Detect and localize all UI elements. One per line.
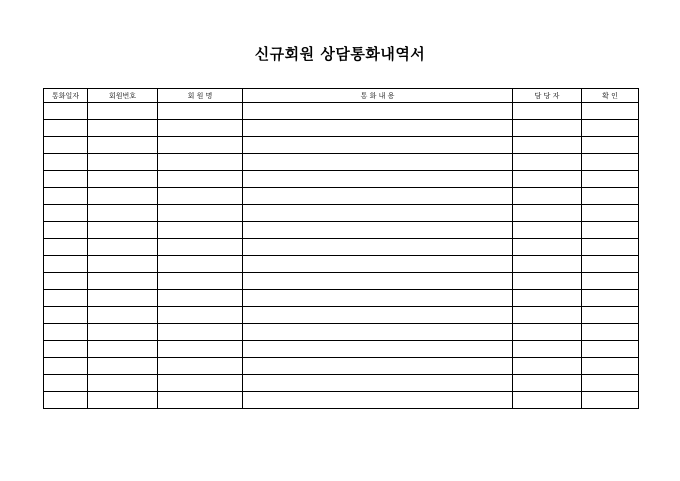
table-header-row (44, 89, 639, 103)
call-content-cell[interactable] (243, 307, 513, 324)
confirm-cell[interactable] (582, 341, 639, 358)
member-number-cell[interactable] (88, 341, 158, 358)
call-date-cell[interactable] (44, 392, 88, 409)
member-name-cell[interactable] (158, 256, 243, 273)
member-number-cell[interactable] (88, 256, 158, 273)
table-row (44, 392, 639, 409)
call-date-cell[interactable] (44, 120, 88, 137)
member-number-cell[interactable] (88, 154, 158, 171)
call-date-cell[interactable] (44, 137, 88, 154)
call-date-cell[interactable] (44, 154, 88, 171)
staff-cell[interactable] (513, 222, 582, 239)
table-row (44, 188, 639, 205)
call-date-cell[interactable] (44, 307, 88, 324)
table-row (44, 307, 639, 324)
table-row (44, 137, 639, 154)
member-name-cell[interactable] (158, 120, 243, 137)
staff-cell[interactable] (513, 358, 582, 375)
member-number-cell[interactable] (88, 171, 158, 188)
confirm-cell[interactable] (582, 324, 639, 341)
header-call-date: 통화일자 (44, 89, 88, 103)
confirm-cell[interactable] (582, 256, 639, 273)
confirm-cell[interactable] (582, 120, 639, 137)
call-content-cell[interactable] (243, 290, 513, 307)
call-date-cell[interactable] (44, 290, 88, 307)
header-member-name: 회 원 명 (158, 89, 243, 103)
confirm-cell[interactable] (582, 103, 639, 120)
call-content-cell[interactable] (243, 256, 513, 273)
call-content-cell[interactable] (243, 171, 513, 188)
call-content-cell[interactable] (243, 137, 513, 154)
confirm-cell[interactable] (582, 358, 639, 375)
call-date-cell[interactable] (44, 256, 88, 273)
staff-cell[interactable] (513, 392, 582, 409)
call-date-cell[interactable] (44, 324, 88, 341)
call-date-cell[interactable] (44, 273, 88, 290)
staff-cell[interactable] (513, 120, 582, 137)
member-number-cell[interactable] (88, 120, 158, 137)
call-content-cell[interactable] (243, 222, 513, 239)
member-number-cell[interactable] (88, 290, 158, 307)
member-number-cell[interactable] (88, 137, 158, 154)
call-content-cell[interactable] (243, 120, 513, 137)
member-number-cell[interactable] (88, 239, 158, 256)
table-row (44, 205, 639, 222)
call-content-cell[interactable] (243, 154, 513, 171)
table-row (44, 375, 639, 392)
call-date-cell[interactable] (44, 171, 88, 188)
table-row (44, 120, 639, 137)
member-name-cell[interactable] (158, 137, 243, 154)
call-content-cell[interactable] (243, 358, 513, 375)
table-row (44, 103, 639, 120)
call-date-cell[interactable] (44, 222, 88, 239)
call-log-table (43, 88, 639, 409)
member-name-cell[interactable] (158, 154, 243, 171)
confirm-cell[interactable] (582, 154, 639, 171)
staff-cell[interactable] (513, 256, 582, 273)
confirm-cell[interactable] (582, 137, 639, 154)
member-number-cell[interactable] (88, 324, 158, 341)
member-number-cell[interactable] (88, 375, 158, 392)
header-member-number: 회원번호 (88, 89, 158, 103)
table-row (44, 324, 639, 341)
header-staff: 담 당 자 (513, 89, 582, 103)
confirm-cell[interactable] (582, 375, 639, 392)
table-row (44, 358, 639, 375)
confirm-cell[interactable] (582, 222, 639, 239)
header-confirm: 확 인 (582, 89, 639, 103)
call-date-cell[interactable] (44, 188, 88, 205)
page-title: 신규회원 상담통화내역서 (254, 45, 426, 63)
member-name-cell[interactable] (158, 307, 243, 324)
staff-cell[interactable] (513, 324, 582, 341)
staff-cell[interactable] (513, 290, 582, 307)
member-number-cell[interactable] (88, 205, 158, 222)
confirm-cell[interactable] (582, 239, 639, 256)
call-content-cell[interactable] (243, 273, 513, 290)
staff-cell[interactable] (513, 154, 582, 171)
staff-cell[interactable] (513, 341, 582, 358)
staff-cell[interactable] (513, 171, 582, 188)
call-date-cell[interactable] (44, 341, 88, 358)
call-content-cell[interactable] (243, 103, 513, 120)
member-number-cell[interactable] (88, 273, 158, 290)
confirm-cell[interactable] (582, 205, 639, 222)
member-name-cell[interactable] (158, 324, 243, 341)
member-number-cell[interactable] (88, 188, 158, 205)
member-name-cell[interactable] (158, 392, 243, 409)
call-content-cell[interactable] (243, 392, 513, 409)
confirm-cell[interactable] (582, 307, 639, 324)
call-date-cell[interactable] (44, 358, 88, 375)
call-date-cell[interactable] (44, 375, 88, 392)
staff-cell[interactable] (513, 273, 582, 290)
staff-cell[interactable] (513, 205, 582, 222)
table-row (44, 239, 639, 256)
member-name-cell[interactable] (158, 171, 243, 188)
call-content-cell[interactable] (243, 324, 513, 341)
member-number-cell[interactable] (88, 222, 158, 239)
call-content-cell[interactable] (243, 205, 513, 222)
confirm-cell[interactable] (582, 273, 639, 290)
member-number-cell[interactable] (88, 307, 158, 324)
confirm-cell[interactable] (582, 392, 639, 409)
member-name-cell[interactable] (158, 358, 243, 375)
member-name-cell[interactable] (158, 290, 243, 307)
confirm-cell[interactable] (582, 188, 639, 205)
call-content-cell[interactable] (243, 188, 513, 205)
member-name-cell[interactable] (158, 188, 243, 205)
call-content-cell[interactable] (243, 341, 513, 358)
staff-cell[interactable] (513, 137, 582, 154)
staff-cell[interactable] (513, 375, 582, 392)
call-date-cell[interactable] (44, 103, 88, 120)
staff-cell[interactable] (513, 239, 582, 256)
staff-cell[interactable] (513, 103, 582, 120)
member-name-cell[interactable] (158, 222, 243, 239)
member-name-cell[interactable] (158, 239, 243, 256)
table-body (44, 103, 639, 409)
table-row (44, 341, 639, 358)
table-row (44, 290, 639, 307)
call-date-cell[interactable] (44, 205, 88, 222)
staff-cell[interactable] (513, 188, 582, 205)
member-number-cell[interactable] (88, 103, 158, 120)
call-content-cell[interactable] (243, 239, 513, 256)
call-content-cell[interactable] (243, 375, 513, 392)
table-row (44, 222, 639, 239)
table-row (44, 171, 639, 188)
member-number-cell[interactable] (88, 358, 158, 375)
member-name-cell[interactable] (158, 103, 243, 120)
member-name-cell[interactable] (158, 273, 243, 290)
confirm-cell[interactable] (582, 290, 639, 307)
staff-cell[interactable] (513, 307, 582, 324)
header-call-content: 통 화 내 용 (243, 89, 513, 103)
confirm-cell[interactable] (582, 171, 639, 188)
table-row (44, 154, 639, 171)
member-name-cell[interactable] (158, 341, 243, 358)
member-name-cell[interactable] (158, 205, 243, 222)
member-number-cell[interactable] (88, 392, 158, 409)
table-row (44, 256, 639, 273)
member-name-cell[interactable] (158, 375, 243, 392)
table-row (44, 273, 639, 290)
call-date-cell[interactable] (44, 239, 88, 256)
